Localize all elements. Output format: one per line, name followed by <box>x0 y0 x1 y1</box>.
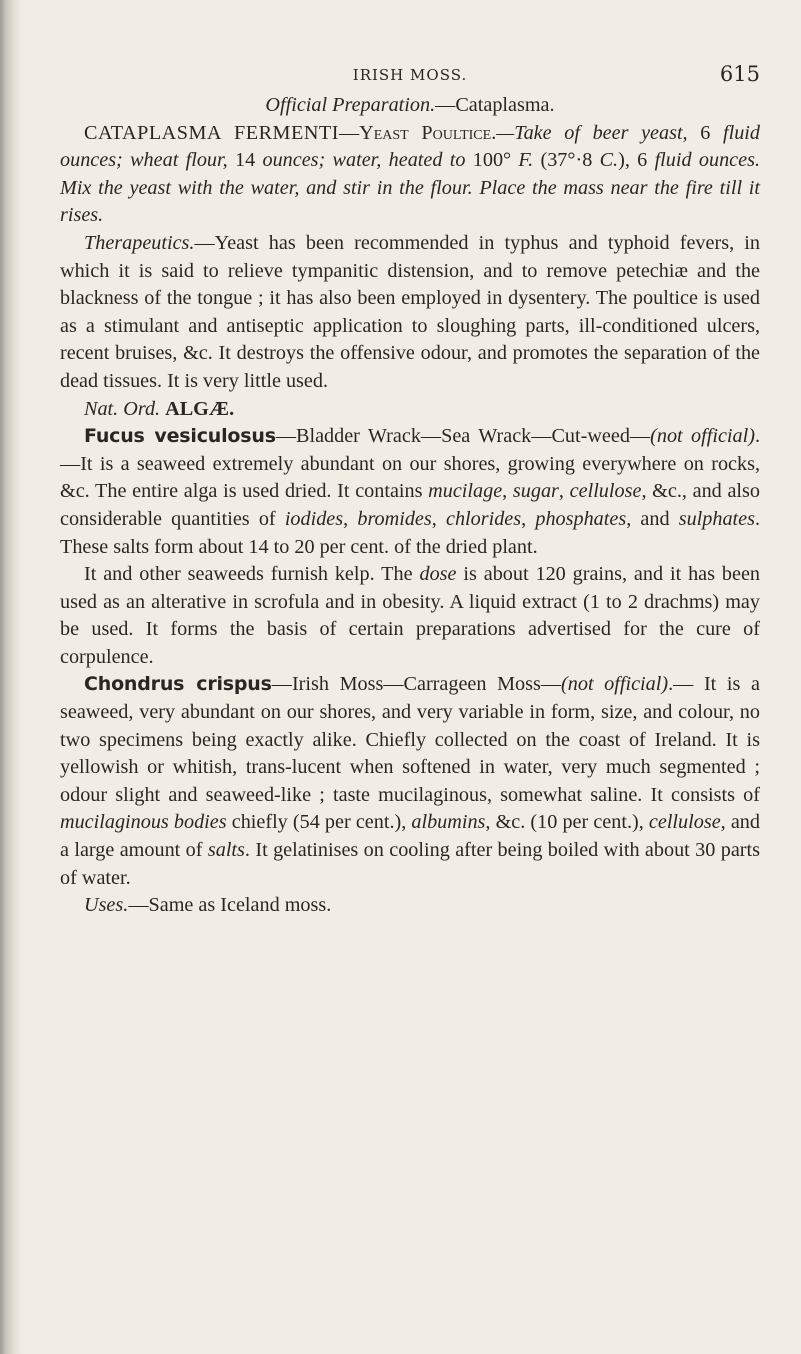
fucus-text: .—It is a seaweed extremely abundant on our shores, growing everywhere on rocks, &c. The entire alga is used dried. It contains <box>60 425 760 503</box>
recipe-text: fluid ounces. Mix the yeast with the water, and stir in the flour. Place the mass near the fire till it rises. <box>60 149 760 227</box>
cataplasma-synonym: —Yeast Poultice. <box>338 121 497 144</box>
recipe-text: (37°·8 <box>533 149 600 172</box>
fucus-text: , <box>343 507 358 530</box>
chondrus-text: .— It is a seaweed, very abundant on our shores, and very variable in form, size, and colour, no two specimens being exactly alike. Chiefly collected on the coast of Ireland. It is yellowish or whitish, trans-lucent when softened in water, very much segmented ; odour slight and seaweed-like ; taste mucilaginous, somewhat saline. It consists of <box>60 673 760 806</box>
chondrus-headword: Chondrus crispus <box>84 673 272 696</box>
fucus-text: , <box>502 480 513 503</box>
page-number: 615 <box>719 62 760 86</box>
constituent: phosphates <box>535 507 627 530</box>
official-preparation-line <box>60 92 760 120</box>
constituent: salts <box>207 839 245 862</box>
constituent: albumins <box>411 811 486 834</box>
fucus-text: , <box>431 507 446 530</box>
constituent: iodides <box>284 507 344 530</box>
constituent: bromides <box>357 507 432 530</box>
chondrus-text: . It gelatinises on cooling after being boiled with about 30 parts of water. <box>60 839 760 889</box>
therapeutics-label: Therapeutics. <box>84 231 195 254</box>
chondrus-text: , and a large amount of <box>60 811 760 862</box>
constituent: sugar <box>512 480 559 503</box>
recipe-text: C. <box>599 149 619 172</box>
constituent: mucilaginous bodies <box>60 811 227 834</box>
constituent: cellulose <box>648 811 721 834</box>
chondrus-status: (not official) <box>561 673 669 696</box>
fucus-paragraph <box>60 423 760 561</box>
natural-order-label: Nat. Ord. <box>84 397 161 420</box>
recipe-text: 14 <box>234 149 263 172</box>
therapeutics-text: —Yeast has been recommended in typhus and typhoid fevers, in which it is said to relieve tympanitic distension, and to remove petechiæ and the blackness of the tongue ; it has also been employed in dysentery. The poultice is used as a stimulant and antiseptic application to sloughing parts, ill-conditioned ulcers, recent bruises, &c. It destroys the offensive odour, and promotes the separation of the dead tissues. It is very little used. <box>60 231 760 392</box>
fucus-text: , <box>521 507 536 530</box>
constituent: chlorides <box>445 507 522 530</box>
cataplasma-title: CATAPLASMA FERMENTI <box>84 121 339 144</box>
constituent: mucilage <box>428 480 503 503</box>
recipe-text: 6 <box>700 121 723 144</box>
fucus-text: , <box>558 480 570 503</box>
recipe-text: —Take of beer yeast, <box>496 121 701 144</box>
fucus-text: , &c., and also considerable quantities of <box>60 480 760 530</box>
natural-order-line <box>60 396 760 424</box>
chondrus-paragraph <box>60 671 760 892</box>
dose-term: dose <box>419 563 457 586</box>
official-preparation-label: Official Preparation. <box>265 94 436 116</box>
uses-text: —Same as Iceland moss. <box>128 894 332 917</box>
fucus-dose-paragraph <box>60 561 760 671</box>
uses-line <box>60 892 760 920</box>
chondrus-text: , &c. (10 per cent.), <box>485 811 649 834</box>
official-preparation-value: —Cataplasma. <box>435 94 555 116</box>
recipe-text: F. <box>518 149 534 172</box>
fucus-dose-text: It and other seaweeds furnish kelp. The <box>84 563 420 586</box>
fucus-synonyms: —Bladder Wrack—Sea Wrack—Cut-weed— <box>275 425 651 448</box>
chondrus-synonyms: —Irish Moss—Carrageen Moss— <box>271 673 562 696</box>
constituent: sulphates <box>678 507 755 530</box>
therapeutics-paragraph <box>60 230 760 396</box>
recipe-text: fluid ounces; wheat flour, <box>60 121 760 172</box>
natural-order-name: ALGÆ. <box>165 397 235 420</box>
uses-label: Uses. <box>84 894 129 917</box>
running-title: IRISH MOSS. <box>352 66 468 84</box>
recipe-text: ounces; water, heated to <box>262 149 473 172</box>
fucus-text: , and <box>626 507 679 530</box>
chondrus-text: chiefly (54 per cent.), <box>226 811 412 834</box>
body-text <box>60 92 760 920</box>
running-head <box>60 62 760 88</box>
recipe-text: ), 6 <box>618 149 655 172</box>
fucus-headword: Fucus vesiculosus <box>84 425 276 448</box>
cataplasma-recipe <box>60 120 760 230</box>
fucus-status: (not official) <box>650 425 755 448</box>
constituent: cellulose <box>569 480 642 503</box>
fucus-text: . These salts form about 14 to 20 per cent. of the dried plant. <box>60 507 761 558</box>
fucus-dose-text: is about 120 grains, and it has been used as an alterative in scrofula and in obesity. A liquid extract (1 to 2 drachms) may be used. It forms the basis of certain preparations advertised for the cure of corpulence. <box>60 563 760 668</box>
recipe-text: 100° <box>472 149 519 172</box>
